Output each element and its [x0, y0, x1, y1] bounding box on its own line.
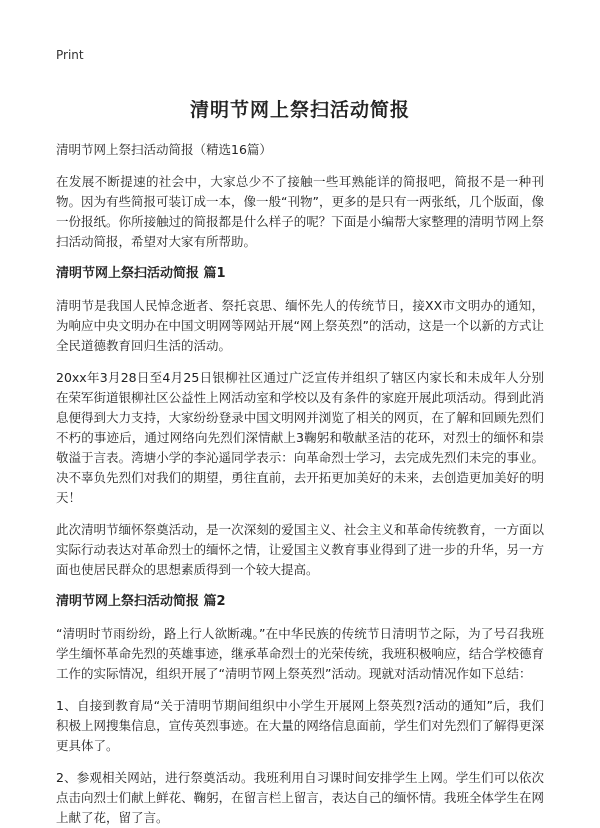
intro-paragraph: 在发展不断提速的社会中，大家总少不了接触一些耳熟能详的简报吧，简报不是一种刊物。因为有些简报可装订成一本，像一般“刊物”，更多的是只有一两张纸，几个版面，像一份报纸。你所接触过的简报都是什么样子的呢？下面是小编帮大家整理的清明节网上祭扫活动简报，希望对大家有所帮助。: [56, 174, 544, 249]
print-link[interactable]: Print: [56, 48, 84, 62]
section-1-paragraph-2: 20xx年3月28日至4月25日银柳社区通过广泛宣传并组织了辖区内家长和未成年人分别在荣军街道银柳社区公益性上网活动室和学校以及有条件的家庭开展此项活动。得到此消息便得到大力支持，大家纷纷登录中国文明网并浏览了相关的网页，在了解和回顾先烈们不朽的事迹后，通过网络向先烈们深情献上3鞠躬和敬献圣洁的花环，对烈士的缅怀和崇敬溢于言表。湾塘小学的李沁遥同学表示：向革命烈士学习，去完成先烈们未完的事业。决不辜负先烈们对我们的期望，勇往直前，去开拓更加美好的未来，去创造更加美好的明天！: [56, 370, 544, 505]
section-2-paragraph-3: 2、参观相关网站，进行祭奠活动。我班利用自习课时间安排学生上网。学生们可以依次点击向烈士们献上鲜花、鞠躬，在留言栏上留言，表达自己的缅怀情。我班全体学生在网上献了花，留了言。: [56, 770, 544, 825]
page-title: 清明节网上祭扫活动简报: [189, 99, 410, 121]
section-1-paragraph-3: 此次清明节缅怀祭奠活动，是一次深刻的爱国主义、社会主义和革命传统教育，一方面以实际行动表达对革命烈士的缅怀之情，让爱国主义教育事业得到了进一步的升华，另一方面也使居民群众的思想素质得到一个较大提高。: [56, 522, 544, 577]
document-subtitle: 清明节网上祭扫活动简报（精选16篇）: [56, 142, 272, 157]
section-heading-1: 清明节网上祭扫活动简报 篇1: [56, 266, 226, 281]
section-2-paragraph-2: 1、自接到教育局“关于清明节期间组织中小学生开展网上祭英烈?活动的通知”后，我们积极上网搜集信息，宣传英烈事迹。在大量的网络信息面前，学生们对先烈们了解得更深更具体了。: [56, 698, 544, 753]
section-heading-2: 清明节网上祭扫活动简报 篇2: [56, 594, 226, 609]
section-1-paragraph-1: 清明节是我国人民悼念逝者、祭托哀思、缅怀先人的传统节日，接XX市文明办的通知，为响应中央文明办在中国文明网等网站开展“网上祭英烈”的活动，这是一个以新的方式让全民道德教育回归生活的活动。: [56, 298, 544, 353]
section-2-paragraph-1: “清明时节雨纷纷，路上行人欲断魂。”在中华民族的传统节日清明节之际，为了号召我班学生缅怀革命先烈的英雄事迹，继承革命烈士的光荣传统，我班积极响应，结合学校德育工作的实际情况，组织开展了“清明节网上祭英烈”活动。现就对活动情况作如下总结：: [56, 626, 544, 681]
